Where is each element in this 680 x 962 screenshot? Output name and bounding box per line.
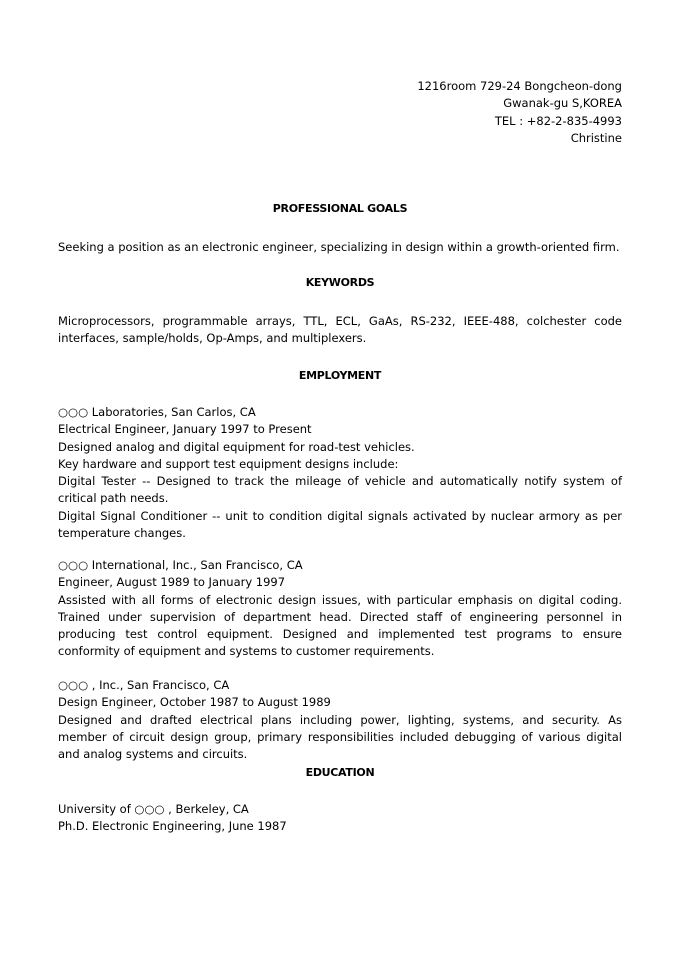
telephone-line: TEL : +82-2-835-4993 [494, 113, 622, 128]
job-description: Assisted with all forms of electronic design issues, with particular emphasis on digital coding. Trained under supervision of department head. Directed staff of engineering personnel in producing test control equipment. Designed and implemented test programs to ensure conformity of equipment and systems to customer requirements. [58, 592, 622, 659]
education-heading: EDUCATION [305, 766, 375, 779]
job-description-line: Key hardware and support test equipment designs include: [58, 456, 399, 471]
job-company: ○○○ Laboratories, San Carlos, CA [58, 405, 256, 419]
job-title: Engineer, August 1989 to January 1997 [58, 575, 286, 590]
professional-goals-text: Seeking a position as an electronic engineer, specializing in design within a growth-oriented firm. [58, 240, 620, 254]
keywords-text: Microprocessors, programmable arrays, TTL, ECL, GaAs, RS-232, IEEE-488, colchester code interfaces, sample/holds, Op-Amps, and multiplexers. [58, 314, 622, 346]
address-line-2: Gwanak-gu S,KOREA [503, 96, 622, 111]
signal-conditioner-description: Digital Signal Conditioner -- unit to condition digital signals activated by nuclear armory as per temperature changes. [58, 508, 622, 541]
job-title: Electrical Engineer, January 1997 to Present [58, 422, 312, 437]
contact-name: Christine [570, 130, 622, 145]
contact-block [417, 78, 622, 147]
job-company: ○○○ International, Inc., San Francisco, CA [58, 558, 303, 572]
education-entry [58, 801, 622, 836]
address-line-1: 1216room 729-24 Bongcheon-dong [417, 79, 622, 93]
job-entry-international [58, 557, 622, 661]
job-title: Design Engineer, October 1987 to August 1989 [58, 695, 331, 710]
job-description-line: Designed analog and digital equipment for road-test vehicles. [58, 439, 415, 454]
education-degree: Ph.D. Electronic Engineering, June 1987 [58, 819, 287, 834]
job-company: ○○○ , Inc., San Francisco, CA [58, 678, 230, 692]
education-school: University of ○○○ , Berkeley, CA [58, 802, 249, 816]
job-entry-laboratories [58, 404, 622, 542]
employment-heading: EMPLOYMENT [298, 369, 382, 382]
job-entry-inc [58, 677, 622, 763]
keywords-heading: KEYWORDS [305, 276, 375, 289]
professional-goals-heading: PROFESSIONAL GOALS [272, 202, 408, 215]
job-description: Designed and drafted electrical plans including power, lighting, systems, and security. As member of circuit design group, primary responsibilities included debugging of various digital and analog systems and circuits. [58, 712, 622, 762]
digital-tester-description: Digital Tester -- Designed to track the mileage of vehicle and automatically notify system of critical path needs. [58, 474, 622, 506]
